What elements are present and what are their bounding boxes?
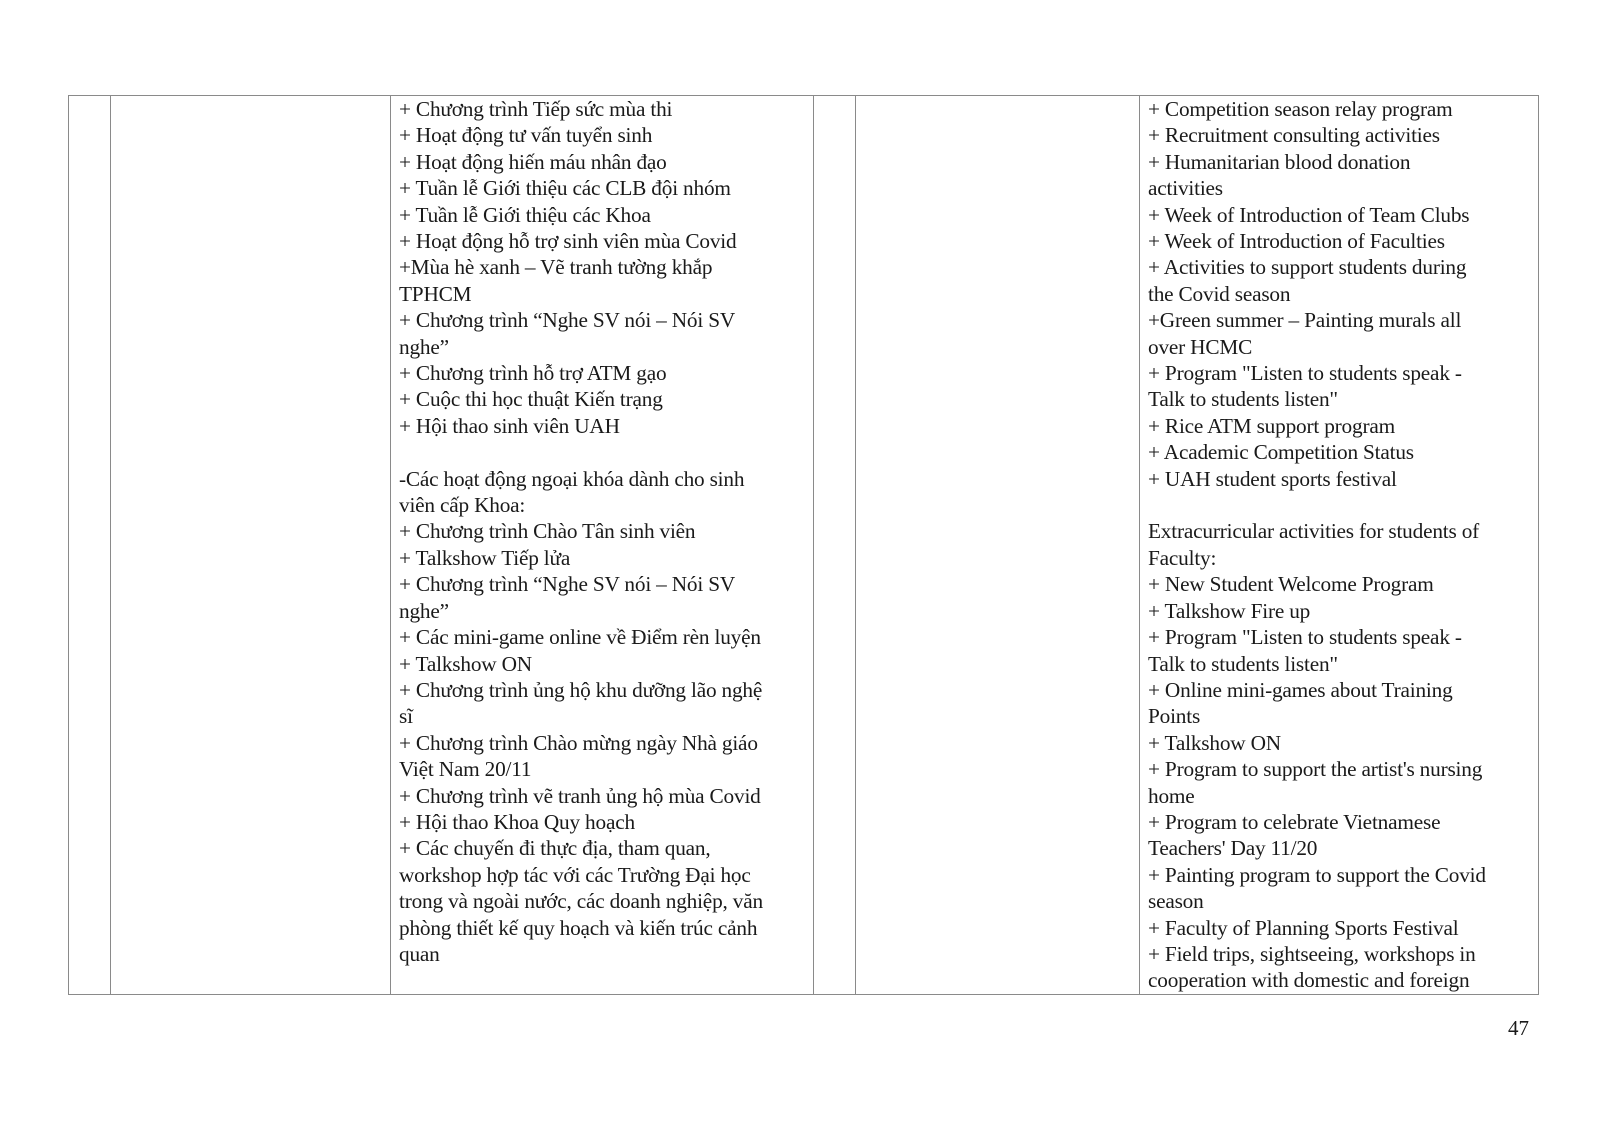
text-line: + Cuộc thi học thuật Kiến trạng (399, 387, 663, 412)
text-line: + Hội thao Khoa Quy hoạch (399, 809, 635, 834)
blank-line (1148, 492, 1534, 518)
text-line: + Hoạt động tư vấn tuyển sinh (399, 123, 653, 148)
text-line: + Chương trình ủng hộ khu dưỡng lão nghệ (399, 677, 763, 702)
text-line: Talk to students listen" (1148, 651, 1338, 676)
text-line: Extracurricular activities for students of (1148, 519, 1480, 544)
text-line: + Program to support the artist's nursing (1148, 757, 1483, 782)
text-line: Points (1148, 704, 1201, 729)
text-line: + Program "Listen to students speak - (1148, 361, 1462, 386)
text-line: + Talkshow ON (399, 651, 532, 676)
text-line: activities (1148, 176, 1223, 201)
text-line: quan (399, 941, 440, 966)
empty-cell-index-en (814, 96, 856, 995)
text-line: +Mùa hè xanh – Vẽ tranh tường khắp (399, 255, 713, 280)
text-line: + Rice ATM support program (1148, 413, 1395, 438)
text-line: Teachers' Day 11/20 (1148, 836, 1318, 861)
text-line: Faculty: (1148, 545, 1217, 570)
text-line: + Competition season relay program (1148, 97, 1453, 121)
text-line: Talk to students listen" (1148, 387, 1338, 412)
text-line: + Activities to support students during (1148, 255, 1467, 280)
text-line: + Painting program to support the Covid (1148, 862, 1486, 887)
text-line: + Week of Introduction of Team Clubs (1148, 202, 1470, 227)
text-line: + Chương trình “Nghe SV nói – Nói SV (399, 572, 736, 597)
text-line: the Covid season (1148, 281, 1291, 306)
text-line: nghe” (399, 334, 449, 359)
text-line: + Tuần lễ Giới thiệu các Khoa (399, 202, 651, 227)
text-line: + Chương trình Chào Tân sinh viên (399, 519, 696, 544)
text-line: + Chương trình vẽ tranh ủng hộ mùa Covid (399, 783, 761, 808)
text-line: cooperation with domestic and foreign (1148, 968, 1470, 993)
text-line: + Faculty of Planning Sports Festival (1148, 915, 1459, 940)
text-line: + Academic Competition Status (1148, 440, 1414, 465)
text-line: + Hội thao sinh viên UAH (399, 413, 620, 438)
empty-cell-index-vi (69, 96, 111, 995)
text-line: workshop hợp tác với các Trường Đại học (399, 862, 751, 887)
text-line: + Week of Introduction of Faculties (1148, 229, 1445, 254)
text-line: + Recruitment consulting activities (1148, 123, 1440, 148)
text-line: -Các hoạt động ngoại khóa dành cho sinh (399, 466, 745, 491)
text-line: season (1148, 889, 1204, 914)
empty-cell-category-en (856, 96, 1140, 995)
text-line: viên cấp Khoa: (399, 493, 526, 518)
text-line: + Talkshow Fire up (1148, 598, 1311, 623)
text-line: + Hoạt động hiến máu nhân đạo (399, 149, 667, 174)
text-line: + Talkshow ON (1148, 730, 1281, 755)
page-number: 47 (1508, 1016, 1529, 1040)
document-table (68, 95, 1539, 995)
text-line: + Chương trình Chào mừng ngày Nhà giáo (399, 730, 758, 755)
text-line: home (1148, 783, 1195, 808)
text-line: + Online mini-games about Training (1148, 677, 1453, 702)
cell-activities-english (1140, 96, 1539, 995)
text-line: + Chương trình hỗ trợ ATM gạo (399, 361, 667, 386)
text-line: + Talkshow Tiếp lửa (399, 545, 571, 570)
text-line: + Hoạt động hỗ trợ sinh viên mùa Covid (399, 229, 737, 254)
text-line: + Chương trình Tiếp sức mùa thi (399, 97, 673, 121)
text-line: over HCMC (1148, 334, 1253, 359)
text-line: sĩ (399, 704, 413, 729)
text-line: phòng thiết kế quy hoạch và kiến trúc cảnh (399, 915, 758, 940)
blank-line (399, 439, 809, 465)
text-line: nghe” (399, 598, 449, 623)
text-line: + New Student Welcome Program (1148, 572, 1434, 597)
text-line: + Program "Listen to students speak - (1148, 625, 1462, 650)
text-line: TPHCM (399, 281, 472, 306)
text-line: + Field trips, sightseeing, workshops in (1148, 941, 1476, 966)
cell-activities-vietnamese (391, 96, 814, 995)
activities-list-vietnamese (391, 96, 813, 967)
table-row (69, 96, 1539, 995)
text-line: + Humanitarian blood donation (1148, 149, 1411, 174)
text-line: + Program to celebrate Vietnamese (1148, 809, 1441, 834)
text-line: + Các chuyến đi thực địa, tham quan, (399, 836, 711, 861)
text-line: trong và ngoài nước, các doanh nghiệp, văn (399, 889, 763, 914)
text-line: Việt Nam 20/11 (399, 757, 532, 782)
text-line: +Green summer – Painting murals all (1148, 308, 1462, 333)
text-line: + Chương trình “Nghe SV nói – Nói SV (399, 308, 736, 333)
empty-cell-category-vi (111, 96, 391, 995)
text-line: + Các mini-game online về Điểm rèn luyện (399, 625, 761, 650)
text-line: + UAH student sports festival (1148, 466, 1397, 491)
text-line: + Tuần lễ Giới thiệu các CLB đội nhóm (399, 176, 731, 201)
activities-list-english (1140, 96, 1538, 994)
